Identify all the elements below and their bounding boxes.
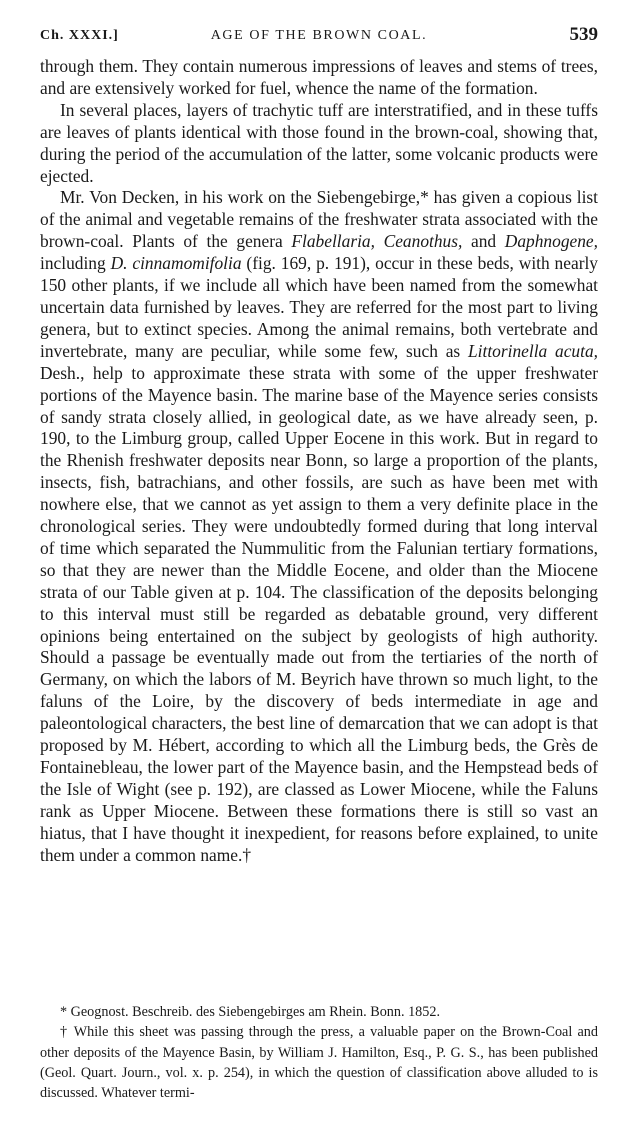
species-name-littorinella: Littorinella acuta, <box>467 340 598 361</box>
footnotes <box>40 1002 598 1103</box>
footnote-2: † While this sheet was passing through the press, a valuable paper on the Brown-Coal and other deposits of the Mayence Basin, by William J. Hamilton, Esq., P. G. S., has been published (Geol. Quart. Journ., vol. x. p. 254), in which the question of classification above alluded to is discussed. Whatever termi- <box>40 1024 598 1102</box>
running-title: AGE OF THE BROWN COAL. <box>210 28 428 43</box>
paragraph-3-segment: (fig. 169, p. 191), occur in these beds, with nearly 150 other plants, if we include all which have been named from the somewhat uncertain data furnished by leaves. They are referred for the most part to living genera, but to extinct species. Among the animal remains, both vertebrate and invertebrate, many are peculiar, while some few, such as <box>40 253 599 361</box>
chapter-label: Ch. XXXI.] <box>40 28 119 43</box>
species-name: D. cinnamomifolia <box>110 253 242 274</box>
page-number: 539 <box>569 24 598 45</box>
running-header <box>40 20 598 52</box>
body-text <box>40 56 598 867</box>
genus-names: Flabellaria, Ceanothus, <box>291 231 463 252</box>
footnote-1: * Geognost. Beschreib. des Siebengebirges am Rhein. Bonn. 1852. <box>60 1004 440 1020</box>
paragraph-3-segment: Mr. Von Decken, in his work on the Siebengebirge,* has given a copious list of the animal and vegetable remains of the freshwater strata associated with the brown-coal. Plants of the genera <box>40 187 598 252</box>
genus-name-daphnogene: Daphnogene, <box>504 231 598 252</box>
paragraph-3-segment: Desh., help to approximate these strata with some of the upper freshwater portions of the Mayence basin. The marine base of the Mayence series consists of sandy strata closely allied, in geological date, as we have already seen, p. 190, to the Limburg group, called Upper Eocene in this work. But in regard to the Rhenish freshwater deposits near Bonn, so large a proportion of the plants, insects, fish, batrachians, and other fossils, are such as have been met with nowhere else, that we cannot as yet assign to them a very definite place in the chronological series. They were undoubtedly formed during that long interval of time which separated the Nummulitic from the Falunian tertiary formations, so that they are newer than the Middle Eocene, and older than the Miocene strata of our Table given at p. 104. The classification of the deposits belonging to this interval must still be regarded as debatable ground, very different opinions being entertained on the subject by geologists of high authority. Should a passage be eventually made out from the tertiaries of the north of Germany, on which the labors of M. Beyrich have thrown so much light, to the faluns of the Loire, by the discovery of beds intermediate in age and paleontological characters, the best line of demarcation that we can adopt is that proposed by M. Hébert, according to which all the Limburg beds, the Grès de Fontainebleau, the lower part of the Mayence basin, and the Hempstead beds of the Isle of Wight (see p. 192), are classed as Lower Miocene, while the Faluns rank as Upper Miocene. Between these formations there is still so vast an hiatus, that I have thought it inexpedient, for reasons before explained, to unite them under a common name.† <box>40 362 598 865</box>
paragraph-1: through them. They contain numerous impressions of leaves and stems of trees, and are extensively worked for fuel, whence the name of the formation. <box>40 56 598 98</box>
paragraph-2: In several places, layers of trachytic tuff are interstratified, and in these tuffs are leaves of plants identical with those found in the brown-coal, showing that, during the period of the accumulation of the latter, some volcanic products were ejected. <box>40 99 598 186</box>
paragraph-3-segment: including <box>40 253 111 274</box>
paragraph-3-segment: and <box>462 231 505 252</box>
paragraph-3 <box>40 187 598 866</box>
